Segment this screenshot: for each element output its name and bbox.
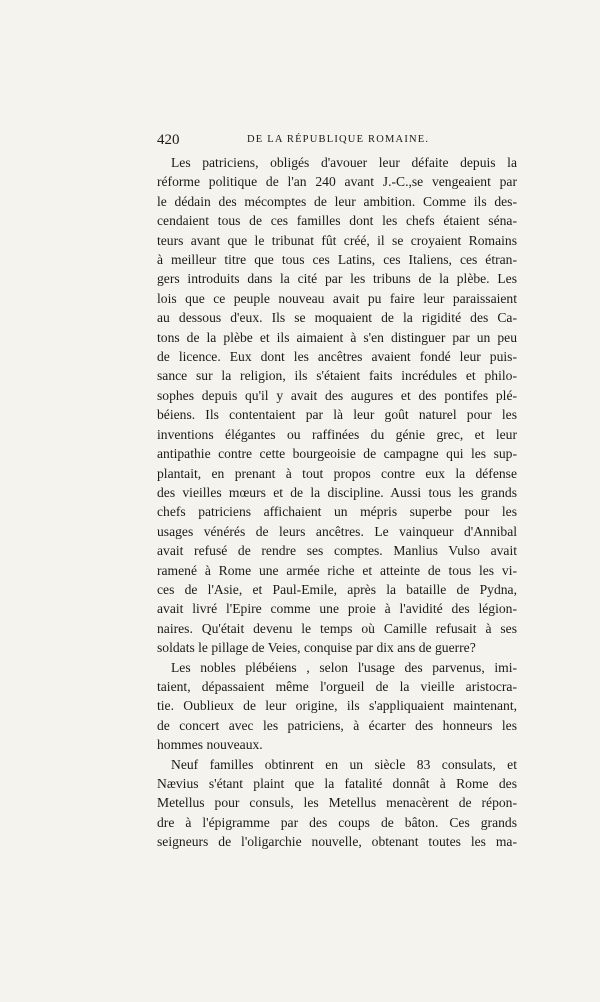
text-line: chefs patriciens affichaient un mépris superbe pour les bbox=[157, 504, 517, 520]
text-line: taient, dépassaient même l'orgueil de la vieille aristocra- bbox=[157, 678, 517, 694]
page-header bbox=[157, 132, 517, 152]
text-line: soldats le pillage de Veies, conquise par dix ans de guerre? bbox=[157, 640, 476, 656]
text-line: à meilleur titre que tous ces Latins, ces Italiens, ces étran- bbox=[157, 252, 517, 268]
text-line: seigneurs de l'oligarchie nouvelle, obtenant toutes les ma- bbox=[157, 834, 517, 850]
text-line: antipathie contre cette bourgeoisie de campagne qui les sup- bbox=[157, 446, 517, 462]
paragraph-1 bbox=[157, 153, 517, 658]
text-line: teurs avant que le tribunat fût créé, il se croyaient Romains bbox=[157, 232, 517, 248]
paragraph-2 bbox=[157, 658, 517, 755]
text-line: le dédain des mécomptes de leur ambition. Comme ils des- bbox=[157, 193, 517, 209]
text-line: avait refusé de rendre ses comptes. Manlius Vulso avait bbox=[157, 543, 517, 559]
text-line: de concert avec les patriciens, à écarter des honneurs les bbox=[157, 717, 517, 733]
text-line: réforme politique de l'an 240 avant J.-C.,se vengeaient par bbox=[157, 174, 517, 190]
text-line: hommes nouveaux. bbox=[157, 737, 263, 753]
running-head: DE LA RÉPUBLIQUE ROMAINE. bbox=[247, 134, 430, 145]
text-line: sance sur la religion, ils s'étaient faits incrédules et philo- bbox=[157, 368, 517, 384]
text-line: cendaient tous de ces familles dont les chefs étaient séna- bbox=[157, 213, 517, 229]
text-line: gers introduits dans la cité par les tribuns de la plèbe. Les bbox=[157, 271, 517, 287]
text-line: de licence. Eux dont les ancêtres avaient fondé leur puis- bbox=[157, 349, 517, 365]
text-line: ces de l'Asie, et Paul-Emile, après la bataille de Pydna, bbox=[157, 581, 517, 597]
text-line: au dessous d'eux. Ils se moquaient de la rigidité des Ca- bbox=[157, 310, 517, 326]
text-line: béiens. Ils contentaient par là leur goût naturel pour les bbox=[157, 407, 517, 423]
text-line: dre à l'épigramme par des coups de bâton. Ces grands bbox=[157, 814, 517, 830]
text-line: plantait, en prenant à tout propos contre eux la défense bbox=[157, 465, 517, 481]
text-line: Les patriciens, obligés d'avouer leur défaite depuis la bbox=[171, 155, 517, 170]
page-number: 420 bbox=[157, 132, 180, 148]
text-line: lois que ce peuple nouveau avait pu faire leur paraissaient bbox=[157, 290, 517, 306]
text-line: avait livré l'Epire comme une proie à l'avidité des légion- bbox=[157, 601, 517, 617]
text-line: naires. Qu'était devenu le temps où Camille refusait à ses bbox=[157, 620, 517, 636]
text-line: usages vénérés de leurs ancêtres. Le vainqueur d'Annibal bbox=[157, 523, 517, 539]
text-line: sophes depuis qu'il y avait des augures et des pontifes plé- bbox=[157, 387, 517, 403]
text-line: tons de la plèbe et ils aimaient à s'en distinguer par un peu bbox=[157, 329, 517, 345]
text-line: Les nobles plébéiens , selon l'usage des parvenus, imi- bbox=[171, 659, 517, 675]
text-line: des vieilles mœurs et de la discipline. Aussi tous les grands bbox=[157, 484, 517, 500]
text-line: tie. Oublieux de leur origine, ils s'appliquaient maintenant, bbox=[157, 698, 517, 714]
text-line: Nævius s'étant plaint que la fatalité donnât à Rome des bbox=[157, 776, 517, 791]
text-line: inventions élégantes ou raffinées du génie grec, et leur bbox=[157, 426, 517, 442]
text-line: Metellus pour consuls, les Metellus menacèrent de répon- bbox=[157, 795, 517, 811]
paragraph-3 bbox=[157, 755, 517, 852]
text-line: Neuf familles obtinrent en un siècle 83 consulats, et bbox=[171, 756, 517, 772]
text-line: ramené à Rome une armée riche et atteinte de tous les vi- bbox=[157, 562, 517, 578]
body-text bbox=[157, 153, 517, 852]
